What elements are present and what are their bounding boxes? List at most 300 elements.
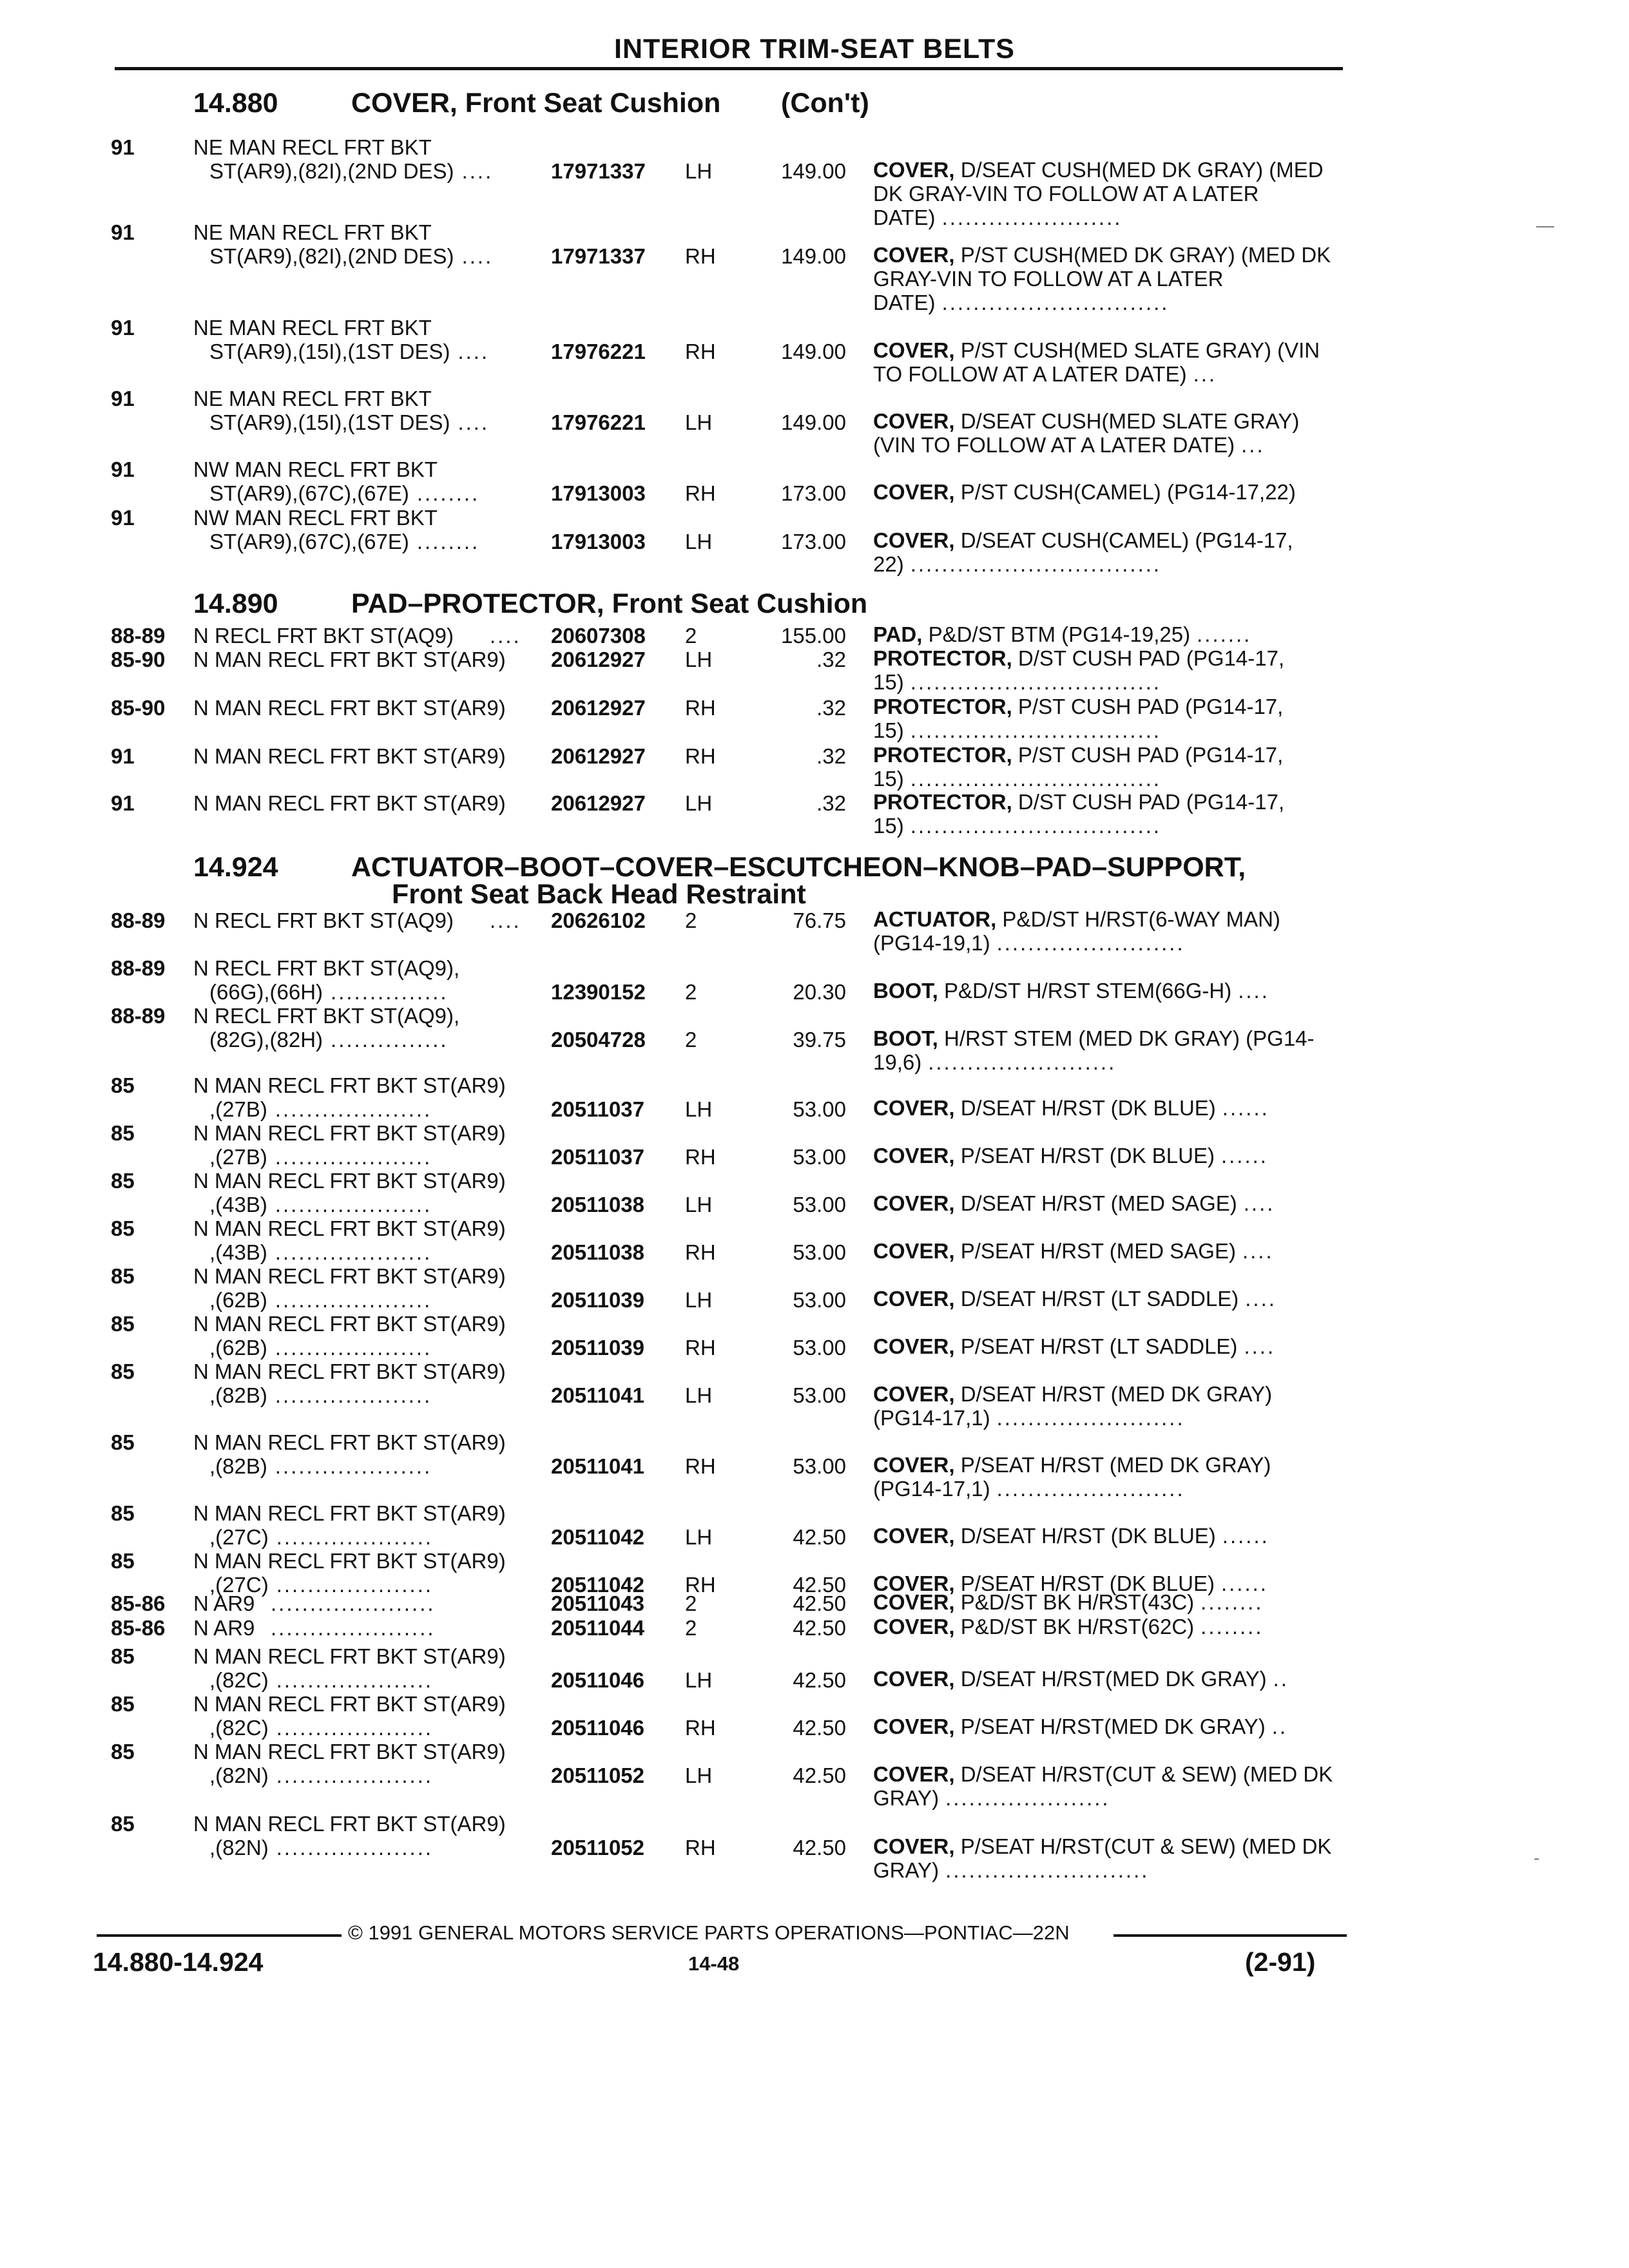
leader-dots: ..................... xyxy=(271,1591,436,1615)
part-number: 17971337 xyxy=(551,244,646,268)
application-line-2 xyxy=(209,340,489,364)
application-line-2-text: ,(27B) xyxy=(209,1097,267,1121)
quantity: LH xyxy=(685,1763,713,1787)
application-line-2-text: ,(82N) xyxy=(209,1836,269,1860)
description-leader-dots: .......................... xyxy=(945,1858,1150,1882)
application-line-1: N MAN RECL FRT BKT ST(AR9) xyxy=(193,696,506,720)
leader-dots: .................... xyxy=(275,1240,432,1264)
application-line-2-text: ST(AR9),(82I),(2ND DES) xyxy=(209,244,454,268)
description-text: D/SEAT H/RST (DK BLUE) xyxy=(954,1096,1216,1120)
application-line-2-text: ,(43B) xyxy=(209,1193,267,1216)
description-text: P&D/ST H/RST(6-WAY MAN) (PG14-19,1) xyxy=(873,907,1280,955)
leader-dots: ............... xyxy=(331,980,448,1004)
application-line-2-text: ,(82C) xyxy=(209,1716,269,1740)
description-text: D/SEAT H/RST(CUT & SEW) (MED DK GRAY) xyxy=(873,1762,1333,1810)
part-number: 20511043 xyxy=(551,1591,645,1615)
part-number: 20511046 xyxy=(551,1668,645,1692)
section-title: PAD–PROTECTOR, Front Seat Cushion xyxy=(351,588,868,619)
leader-dots: ........ xyxy=(416,481,480,505)
leader-dots: ............... xyxy=(331,1028,448,1052)
description-leader-dots: .... xyxy=(1242,1239,1274,1263)
part-name: PROTECTOR, xyxy=(873,646,1012,670)
part-name: COVER, xyxy=(873,1382,955,1406)
application-line-1: NE MAN RECL FRT BKT xyxy=(193,135,432,159)
part-name: PROTECTOR, xyxy=(873,695,1012,718)
price: .32 xyxy=(816,744,846,768)
price: 149.00 xyxy=(781,340,846,363)
model-year: 88-89 xyxy=(111,1004,166,1028)
model-year: 91 xyxy=(111,316,135,340)
part-number: 20511042 xyxy=(551,1573,645,1597)
part-number: 12390152 xyxy=(551,980,646,1004)
description-text: P&D/ST BTM (PG14-19,25) xyxy=(922,622,1191,646)
quantity: RH xyxy=(685,1836,716,1860)
model-year: 91 xyxy=(111,220,135,244)
part-name: COVER, xyxy=(873,1715,955,1738)
application-line-1: N MAN RECL FRT BKT ST(AR9) xyxy=(193,1360,506,1383)
section-title: COVER, Front Seat Cushion xyxy=(351,88,721,119)
application-line-2-text: ,(43B) xyxy=(209,1240,267,1264)
description-leader-dots: ...... xyxy=(1220,1571,1268,1595)
application-line-2-text: ,(62B) xyxy=(209,1336,267,1360)
description-leader-dots: ........................ xyxy=(996,931,1185,955)
part-name: COVER, xyxy=(873,1453,955,1477)
price: 42.50 xyxy=(793,1763,846,1787)
application-line-2 xyxy=(209,1716,433,1740)
price: 42.50 xyxy=(793,1836,846,1860)
part-description xyxy=(873,1834,1345,1882)
price: 53.00 xyxy=(793,1288,846,1312)
application-line-2-text: (82G),(82H) xyxy=(209,1028,323,1052)
description-leader-dots: ........................ xyxy=(996,1406,1185,1430)
application-line-2-text: ,(82B) xyxy=(209,1454,267,1478)
description-text: P/ST CUSH(MED DK GRAY) (MED DK GRAY-VIN TO FOLLOW AT A LATER DATE) xyxy=(873,243,1331,314)
application-line-2 xyxy=(209,1097,432,1122)
description-text: P&D/ST BK H/RST(62C) xyxy=(954,1615,1195,1639)
leader-dots: .... xyxy=(461,159,494,183)
description-leader-dots: ...... xyxy=(1220,1144,1268,1168)
model-year: 85-90 xyxy=(111,696,166,720)
description-leader-dots: ................................ xyxy=(910,552,1162,576)
part-number: 17913003 xyxy=(551,481,646,505)
part-number: 20511042 xyxy=(551,1525,645,1549)
part-number: 20612927 xyxy=(551,791,646,815)
leader-dots: .................... xyxy=(276,1716,434,1740)
application-line-1: NE MAN RECL FRT BKT xyxy=(193,387,432,410)
application-line-2 xyxy=(209,1383,432,1408)
application-line-2-text: ,(82B) xyxy=(209,1383,267,1407)
price: 53.00 xyxy=(793,1145,846,1169)
description-leader-dots: .... xyxy=(1244,1334,1276,1358)
price: 42.50 xyxy=(793,1573,846,1597)
description-leader-dots: ... xyxy=(1241,433,1265,457)
description-text: P/SEAT H/RST (MED SAGE) xyxy=(954,1239,1236,1263)
application-line-2 xyxy=(209,980,448,1004)
description-text: D/ST CUSH PAD (PG14-17, 15) xyxy=(873,646,1285,694)
application-line-2 xyxy=(209,481,479,506)
part-description xyxy=(873,646,1345,694)
quantity: RH xyxy=(685,1716,716,1740)
price: 149.00 xyxy=(781,159,846,183)
application-line-2 xyxy=(209,1240,432,1265)
model-year: 85 xyxy=(111,1812,135,1836)
application-line-2-text: ,(62B) xyxy=(209,1288,267,1312)
price: 53.00 xyxy=(793,1193,846,1216)
description-leader-dots: ................................ xyxy=(910,670,1162,694)
price: 42.50 xyxy=(793,1525,846,1549)
application-line-1: N MAN RECL FRT BKT ST(AR9) xyxy=(193,1692,506,1716)
description-leader-dots: .... xyxy=(1238,979,1269,1003)
part-description xyxy=(873,1382,1345,1430)
part-number: 20511052 xyxy=(551,1763,645,1787)
leader-dots: .................... xyxy=(276,1573,434,1597)
part-description xyxy=(873,1026,1345,1074)
part-number: 20607308 xyxy=(551,624,646,648)
quantity: RH xyxy=(685,1454,716,1478)
part-number: 20504728 xyxy=(551,1028,646,1052)
part-number: 20612927 xyxy=(551,648,646,671)
description-leader-dots: .... xyxy=(1243,1191,1275,1215)
description-text: D/SEAT H/RST (MED DK GRAY) (PG14-17,1) xyxy=(873,1382,1273,1430)
quantity: RH xyxy=(685,244,716,268)
description-leader-dots: ........ xyxy=(1200,1590,1264,1614)
price: 53.00 xyxy=(793,1336,846,1360)
page-title: INTERIOR TRIM-SEAT BELTS xyxy=(614,34,1015,64)
section-number: 14.924 xyxy=(193,852,278,883)
application-line-1: N MAN RECL FRT BKT ST(AR9) xyxy=(193,1812,506,1836)
leader-dots: .... xyxy=(458,410,490,434)
model-year: 91 xyxy=(111,791,135,815)
application-line-1: N MAN RECL FRT BKT ST(AR9) xyxy=(193,1644,506,1668)
part-description xyxy=(873,622,1345,646)
application-line-2 xyxy=(209,1145,432,1169)
part-description xyxy=(873,338,1345,386)
application-line-1: N RECL FRT BKT ST(AQ9) xyxy=(193,624,454,648)
application-line-2-text: ,(82N) xyxy=(209,1763,269,1787)
application-line-1: N RECL FRT BKT ST(AQ9) xyxy=(193,908,454,932)
price: 173.00 xyxy=(781,530,846,553)
quantity: 2 xyxy=(685,624,697,648)
part-name: COVER, xyxy=(873,1239,955,1263)
quantity: RH xyxy=(685,1336,716,1360)
part-number: 17976221 xyxy=(551,410,646,434)
part-name: COVER, xyxy=(873,528,955,552)
part-name: COVER, xyxy=(873,1615,955,1639)
quantity: 2 xyxy=(685,1028,697,1052)
application-line-1: NE MAN RECL FRT BKT xyxy=(193,316,432,340)
price: 155.00 xyxy=(781,624,846,648)
model-year: 85 xyxy=(111,1121,135,1145)
description-leader-dots: .... xyxy=(1245,1287,1277,1311)
price: 53.00 xyxy=(793,1383,846,1407)
model-year: 91 xyxy=(111,506,135,530)
part-description xyxy=(873,409,1345,457)
leader-dots: .... xyxy=(458,340,490,363)
model-year: 91 xyxy=(111,744,135,768)
application-line-2 xyxy=(209,1836,433,1860)
part-description xyxy=(873,1191,1345,1215)
description-text: D/SEAT CUSH(MED SLATE GRAY) (VIN TO FOLLOW AT A LATER DATE) xyxy=(873,409,1300,457)
price: 53.00 xyxy=(793,1097,846,1121)
application-line-1: N MAN RECL FRT BKT ST(AR9) xyxy=(193,1501,506,1525)
application-line-2-text: ,(27B) xyxy=(209,1145,267,1169)
part-number: 20511044 xyxy=(551,1616,645,1640)
part-number: 20511039 xyxy=(551,1336,645,1360)
application-line-1: N MAN RECL FRT BKT ST(AR9) xyxy=(193,1073,506,1097)
section-number: 14.890 xyxy=(193,588,278,619)
quantity: LH xyxy=(685,1288,713,1312)
header-rule xyxy=(115,67,1343,70)
application-line-1: N MAN RECL FRT BKT ST(AR9) xyxy=(193,1549,506,1573)
application-line-2 xyxy=(209,530,479,554)
part-name: COVER, xyxy=(873,1096,955,1120)
description-text: D/SEAT H/RST (DK BLUE) xyxy=(954,1524,1216,1548)
part-description xyxy=(873,1096,1345,1120)
description-text: P/ST CUSH(CAMEL) (PG14-17,22) xyxy=(954,480,1296,504)
application-line-1: NE MAN RECL FRT BKT xyxy=(193,220,432,244)
description-leader-dots: ................................ xyxy=(910,767,1162,791)
description-leader-dots: ....... xyxy=(1197,622,1252,646)
leader-dots: .... xyxy=(490,908,521,932)
part-number: 20511046 xyxy=(551,1716,645,1740)
part-description xyxy=(873,480,1345,504)
application-line-2 xyxy=(209,159,493,184)
application-line-1: N AR9 xyxy=(193,1591,255,1615)
part-number: 20511038 xyxy=(551,1193,645,1216)
part-number: 20511039 xyxy=(551,1288,645,1312)
quantity: 2 xyxy=(685,980,697,1004)
model-year: 85 xyxy=(111,1073,135,1097)
part-number: 20511038 xyxy=(551,1240,645,1264)
application-line-2-text: ST(AR9),(82I),(2ND DES) xyxy=(209,159,454,183)
application-line-2 xyxy=(209,410,489,435)
price: .32 xyxy=(816,791,846,815)
quantity: RH xyxy=(685,481,716,505)
model-year: 91 xyxy=(111,387,135,410)
model-year: 85 xyxy=(111,1360,135,1383)
part-name: ACTUATOR, xyxy=(873,907,997,931)
leader-dots: .................... xyxy=(275,1336,432,1360)
application-line-1: N MAN RECL FRT BKT ST(AR9) xyxy=(193,1216,506,1240)
model-year: 88-89 xyxy=(111,956,166,980)
part-name: COVER, xyxy=(873,1334,955,1358)
leader-dots: .................... xyxy=(275,1145,432,1169)
part-name: COVER, xyxy=(873,1834,955,1858)
leader-dots: .................... xyxy=(275,1383,432,1407)
application-line-2-text: ,(27C) xyxy=(209,1573,269,1597)
part-name: COVER, xyxy=(873,1667,955,1691)
application-line-2-text: ST(AR9),(67C),(67E) xyxy=(209,530,409,553)
application-line-1: NW MAN RECL FRT BKT xyxy=(193,506,438,530)
quantity: LH xyxy=(685,1383,713,1407)
price: 53.00 xyxy=(793,1240,846,1264)
part-description xyxy=(873,158,1345,229)
part-name: COVER, xyxy=(873,1571,955,1595)
part-description xyxy=(873,743,1345,791)
part-description xyxy=(873,695,1345,742)
part-number: 20626102 xyxy=(551,908,646,932)
application-line-1: N RECL FRT BKT ST(AQ9), xyxy=(193,1004,460,1028)
description-text: D/SEAT H/RST (LT SADDLE) xyxy=(954,1287,1239,1311)
part-name: BOOT, xyxy=(873,1026,938,1050)
model-year: 85-90 xyxy=(111,648,166,671)
description-text: H/RST STEM (MED DK GRAY) (PG14-19,6) xyxy=(873,1026,1315,1074)
price: 149.00 xyxy=(781,410,846,434)
application-line-1: NW MAN RECL FRT BKT xyxy=(193,457,438,481)
description-text: P/SEAT H/RST(MED DK GRAY) xyxy=(954,1715,1266,1738)
description-leader-dots: ........................ xyxy=(928,1050,1117,1074)
price: .32 xyxy=(816,648,846,671)
part-name: PAD, xyxy=(873,622,923,646)
model-year: 85 xyxy=(111,1312,135,1336)
description-text: P/ST CUSH(MED SLATE GRAY) (VIN TO FOLLOW AT A LATER DATE) xyxy=(873,338,1320,386)
leader-dots: .................... xyxy=(275,1097,432,1121)
application-line-2-text: ST(AR9),(67C),(67E) xyxy=(209,481,409,505)
part-description xyxy=(873,1615,1345,1639)
application-line-1: N MAN RECL FRT BKT ST(AR9) xyxy=(193,1312,506,1336)
part-description xyxy=(873,1287,1345,1311)
application-line-1: N RECL FRT BKT ST(AQ9), xyxy=(193,956,460,980)
description-text: P&D/ST BK H/RST(43C) xyxy=(954,1590,1195,1614)
footer-date: (2-91) xyxy=(1245,1947,1316,1977)
quantity: LH xyxy=(685,530,713,553)
section-continued: (Con't) xyxy=(781,88,869,119)
description-leader-dots: ...... xyxy=(1222,1096,1269,1120)
part-description xyxy=(873,979,1345,1003)
scan-mark: — xyxy=(1536,215,1554,235)
model-year: 85 xyxy=(111,1644,135,1668)
footer-rule-right xyxy=(1113,1934,1347,1937)
quantity: LH xyxy=(685,1525,713,1549)
price: 149.00 xyxy=(781,244,846,268)
footer-copyright: © 1991 GENERAL MOTORS SERVICE PARTS OPERATIONS—PONTIAC—22N xyxy=(348,1921,1070,1944)
footer-section-range: 14.880-14.924 xyxy=(93,1947,264,1977)
application-line-2-text: ,(27C) xyxy=(209,1525,269,1549)
leader-dots: ..................... xyxy=(271,1616,436,1640)
model-year: 85 xyxy=(111,1501,135,1525)
application-line-1: N MAN RECL FRT BKT ST(AR9) xyxy=(193,744,506,768)
application-line-2 xyxy=(209,1336,432,1360)
quantity: LH xyxy=(685,648,713,671)
application-line-2 xyxy=(209,1028,448,1052)
part-description xyxy=(873,243,1345,314)
part-name: COVER, xyxy=(873,1144,955,1168)
part-name: COVER, xyxy=(873,338,955,362)
description-text: D/SEAT H/RST (MED SAGE) xyxy=(954,1191,1237,1215)
part-description xyxy=(873,1453,1345,1501)
quantity: RH xyxy=(685,340,716,363)
description-text: P/SEAT H/RST (DK BLUE) xyxy=(954,1571,1215,1595)
part-description xyxy=(873,1715,1345,1738)
description-text: D/SEAT CUSH(MED DK GRAY) (MED DK GRAY-VIN TO FOLLOW AT A LATER DATE) xyxy=(873,158,1324,229)
model-year: 85-86 xyxy=(111,1591,166,1615)
part-number: 20511041 xyxy=(551,1383,645,1407)
leader-dots: .................... xyxy=(276,1668,434,1692)
price: 42.50 xyxy=(793,1668,846,1692)
price: .32 xyxy=(816,696,846,720)
description-leader-dots: ........................ xyxy=(996,1477,1185,1501)
application-line-1: N MAN RECL FRT BKT ST(AR9) xyxy=(193,1169,506,1193)
leader-dots: .................... xyxy=(275,1193,432,1216)
description-leader-dots: ................................ xyxy=(910,814,1162,838)
quantity: RH xyxy=(685,696,716,720)
quantity: LH xyxy=(685,159,713,183)
quantity: RH xyxy=(685,1145,716,1169)
application-line-2 xyxy=(209,1288,432,1312)
application-line-1: N MAN RECL FRT BKT ST(AR9) xyxy=(193,1264,506,1288)
price: 42.50 xyxy=(793,1716,846,1740)
part-name: COVER, xyxy=(873,480,955,504)
price: 42.50 xyxy=(793,1616,846,1640)
part-number: 17913003 xyxy=(551,530,646,553)
leader-dots: .................... xyxy=(275,1454,432,1478)
part-description xyxy=(873,1239,1345,1263)
part-description xyxy=(873,1334,1345,1358)
part-number: 20511041 xyxy=(551,1454,645,1478)
description-text: P&D/ST H/RST STEM(66G-H) xyxy=(938,979,1232,1003)
model-year: 88-89 xyxy=(111,624,166,648)
part-name: PROTECTOR, xyxy=(873,790,1012,814)
model-year: 85 xyxy=(111,1549,135,1573)
leader-dots: .................... xyxy=(276,1836,434,1860)
application-line-1: N MAN RECL FRT BKT ST(AR9) xyxy=(193,1430,506,1454)
application-line-2-text: ST(AR9),(15I),(1ST DES) xyxy=(209,410,450,434)
part-description xyxy=(873,907,1345,955)
part-description xyxy=(873,1762,1345,1810)
description-leader-dots: ..................... xyxy=(945,1786,1110,1810)
model-year: 85 xyxy=(111,1740,135,1763)
quantity: RH xyxy=(685,1573,716,1597)
description-text: D/SEAT H/RST(MED DK GRAY) xyxy=(954,1667,1267,1691)
description-text: P/SEAT H/RST(CUT & SEW) (MED DK GRAY) xyxy=(873,1834,1332,1882)
part-description xyxy=(873,528,1345,576)
description-leader-dots: ...... xyxy=(1222,1524,1269,1548)
part-name: COVER, xyxy=(873,1287,955,1311)
quantity: RH xyxy=(685,1240,716,1264)
description-leader-dots: ....................... xyxy=(941,206,1123,229)
part-name: COVER, xyxy=(873,158,955,182)
part-number: 20511052 xyxy=(551,1836,645,1860)
quantity: 2 xyxy=(685,1616,697,1640)
part-number: 17976221 xyxy=(551,340,646,363)
footer-rule-left xyxy=(97,1934,342,1937)
part-number: 20612927 xyxy=(551,744,646,768)
quantity: LH xyxy=(685,1097,713,1121)
footer-page-number: 14-48 xyxy=(688,1952,740,1975)
description-text: D/SEAT CUSH(CAMEL) (PG14-17, 22) xyxy=(873,528,1293,576)
leader-dots: .................... xyxy=(276,1525,434,1549)
part-description xyxy=(873,1144,1345,1168)
application-line-2 xyxy=(209,1454,432,1479)
part-description xyxy=(873,1590,1345,1614)
part-name: COVER, xyxy=(873,1590,955,1614)
application-line-1: N MAN RECL FRT BKT ST(AR9) xyxy=(193,1121,506,1145)
part-name: COVER, xyxy=(873,1762,955,1786)
description-text: D/ST CUSH PAD (PG14-17, 15) xyxy=(873,790,1285,838)
quantity: LH xyxy=(685,1668,713,1692)
application-line-2 xyxy=(209,1668,433,1693)
part-description xyxy=(873,790,1345,838)
model-year: 85 xyxy=(111,1264,135,1288)
part-number: 17971337 xyxy=(551,159,646,183)
model-year: 85 xyxy=(111,1169,135,1193)
model-year: 91 xyxy=(111,135,135,159)
description-text: P/SEAT H/RST (MED DK GRAY) (PG14-17,1) xyxy=(873,1453,1271,1501)
application-line-2-text: ,(82C) xyxy=(209,1668,269,1692)
application-line-1: N MAN RECL FRT BKT ST(AR9) xyxy=(193,791,506,815)
application-line-1: N MAN RECL FRT BKT ST(AR9) xyxy=(193,1740,506,1763)
description-text: P/SEAT H/RST (LT SADDLE) xyxy=(954,1334,1238,1358)
